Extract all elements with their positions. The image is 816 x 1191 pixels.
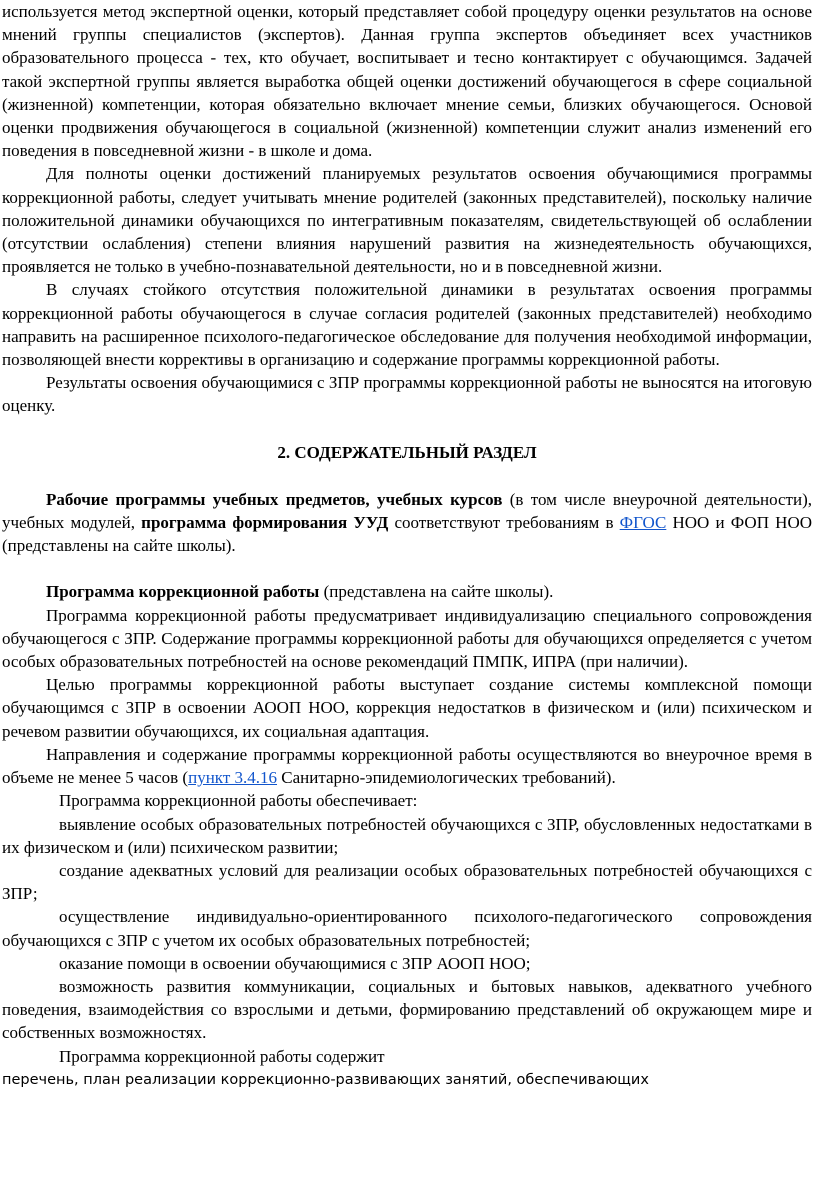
paragraph-negative-dynamics: В случаях стойкого отсутствия положительной динамики в результатах освоения программы коррекционной работы обучающегося в случае согласия родителей (законных представителей) необходимо направить на расширенное психолого-педагогическое обследование для получения необходимой информации, позволяющей внести коррективы в организацию и содержание программы коррекционной работы. [2, 280, 812, 370]
work-programs-text-1: (в том числе внеурочной деятельности), учебных модулей, [2, 489, 812, 533]
work-programs-bold: Рабочие программы учебных предметов, учебных курсов [46, 489, 503, 509]
correction-title-bold: Программа коррекционной работы [46, 582, 320, 602]
provides-intro: Программа коррекционной работы обеспечивает: [59, 791, 418, 811]
directions-text-after: Санитарно-эпидемиологических требований). [277, 768, 616, 788]
paragraph-parents-opinion: Для полноты оценки достижений планируемых результатов освоения обучающимися программы коррекционной работы, следует учитывать мнение родителей (законных представителей), поскольку наличие положительной динамики обучающихся по интегративным показателям, свидетельствующей об ослаблении (отсутствии ослабления) степени влияния нарушений развития на жизнедеятельность обучающихся, проявляется не только в учебно-познавательной деятельности, но и в повседневной жизни. [2, 164, 812, 277]
paragraph-final-assessment: Результаты освоения обучающимися с ЗПР программы коррекционной работы не выносятся на итоговую оценку. [2, 373, 812, 416]
paragraph-work-programs [2, 488, 812, 558]
correction-title-rest: (представлена на сайте школы). [319, 582, 554, 602]
uud-program-bold: программа формирования УУД [141, 513, 389, 533]
paragraph-correction-goal: Целью программы коррекционной работы выступает создание системы комплексной помощи обучающимся с ЗПР в освоении АООП НОО, коррекция недостатков в физическом и (или) психическом и речевом развитии обучающихся, их социальная адаптация. [2, 675, 812, 741]
list-item: создание адекватных условий для реализации особых образовательных потребностей обучающихся с ЗПР; [2, 860, 812, 904]
paragraph-correction-directions [2, 743, 812, 789]
contains-line: перечень, план реализации коррекционно-развивающих занятий, обеспечивающих [2, 1071, 649, 1088]
correction-program-title [2, 580, 812, 603]
paragraph-expert-assessment: используется метод экспертной оценки, который представляет собой процедуру оценки результатов на основе мнений группы специалистов (экспертов). Данная группа экспертов объединяет всех участников образовательного процесса - тех, кто обучает, воспитывает и тесно контактирует с обучающимся. Задачей такой экспертной группы является выработка общей оценки достижений обучающегося в сфере социальной (жизненной) компетенции, которая обязательно включает мнение семьи, близких обучающегося. Основой оценки продвижения обучающегося в социальной (жизненной) компетенции служит анализ изменений его поведения в повседневной жизни - в школе и дома. [2, 2, 812, 161]
work-programs-text-3: НОО и ФОП НОО (представлены на сайте школы). [2, 513, 812, 556]
list-item: осуществление индивидуально-ориентированного психолого-педагогического сопровождения обучающихся с ЗПР с учетом их особых образовательных потребностей; [2, 907, 812, 950]
list-item: возможность развития коммуникации, социальных и бытовых навыков, адекватного учебного поведения, взаимодействия со взрослыми и детьми, формированию представлений об окружающем мире и собственных возможностях. [2, 976, 812, 1043]
fgos-link[interactable]: ФГОС [619, 513, 667, 533]
spacer [2, 557, 812, 580]
directions-text-before: Направления и содержание программы коррекционной работы осуществляются во внеурочное время в объеме не менее 5 часов ( [2, 744, 812, 788]
list-item: оказание помощи в освоении обучающимися с ЗПР АООП НОО; [59, 953, 531, 973]
list-item: выявление особых образовательных потребностей обучающихся с ЗПР, обусловленных недостатками в их физическом и (или) психическом развитии; [2, 814, 812, 857]
section-heading: 2. СОДЕРЖАТЕЛЬНЫЙ РАЗДЕЛ [277, 442, 537, 462]
paragraph-correction-individualization: Программа коррекционной работы предусматривает индивидуализацию специального сопровождения обучающегося с ЗПР. Содержание программы коррекционной работы для обучающихся определяется с учетом особых образовательных потребностей на основе рекомендаций ПМПК, ИПРА (при наличии). [2, 605, 812, 672]
work-programs-text-2: соответствуют требованиям в [388, 513, 620, 533]
clause-3-4-16-link[interactable]: пункт 3.4.16 [188, 768, 278, 788]
contains-intro: Программа коррекционной работы содержит [59, 1046, 385, 1066]
